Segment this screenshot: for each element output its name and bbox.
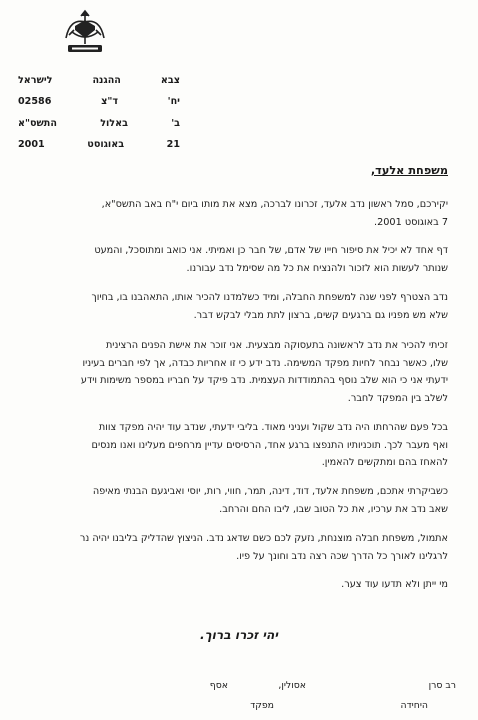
header-right-0: צבא xyxy=(160,75,180,86)
header-mid-2: באלול xyxy=(100,117,128,129)
paragraph xyxy=(18,337,448,407)
paragraph-line: זכיתי להכיר את נדב לראשונה בתעסוקה מבצעית. אני זוכר את אישת הפנים הרצינית xyxy=(105,340,448,351)
paragraph-line: שלא מש מפניו גם ברגעים קשים, ברצון לתת מבלי לבקש דבר. xyxy=(193,309,448,321)
paragraph-line: כשביקרתי אתכם, משפחת אלעד, דוד, דינה, תמר, חווי, רות, יוסי ואביגעם הבנתי מאיפה xyxy=(92,486,448,497)
letter-reference-header xyxy=(18,70,180,155)
header-left-1: 02586 xyxy=(18,96,52,108)
header-right-2: ב' xyxy=(171,117,180,129)
header-right-3: 21 xyxy=(166,138,180,150)
paragraph-line: ואף מעבר לכך. תוכניותיו התנפצו ברגע אחד, הרסיסים עדיין מרחפים מעלינו ואנו מנסים xyxy=(91,439,448,451)
header-left-0: לישראל xyxy=(18,75,53,86)
paragraph xyxy=(18,530,448,565)
paragraph-line: יקירכם, סמל ראשון נדב אלעד, זכרונו לברכה, מצא את מותו ביום י"ח באב התשס"א, xyxy=(101,199,448,210)
paragraph xyxy=(18,196,448,231)
header-left-3: 2001 xyxy=(18,138,45,150)
paragraph-line: שלו, כאשר נבחר לחיות מפקד המשימה. נדב ידע כי זו אחריות כבדה, אך לפי חברים בעיניו xyxy=(82,357,448,369)
paragraph-line: לשלב בין המפקד לחבר. xyxy=(347,392,448,404)
header-right-1: יח' xyxy=(167,96,180,108)
salutation: משפחת אלעד, xyxy=(370,164,448,177)
paragraph-line: נדב הצטרף לפני שנה למשפחת החבלה, ומיד כשלמדנו להכיר אותו, התאהבנו בו, בחיוך xyxy=(91,292,448,303)
header-mid-0: ההגנה xyxy=(92,75,121,86)
paragraph xyxy=(18,289,448,324)
paragraph-line: ידעתי אני כי הוא שלב נוסף בהתמודדות העצמית. נדב פיקד על חבריו במספר משימות וידע xyxy=(80,375,448,386)
header-mid-1: ד"צ xyxy=(101,96,118,108)
paragraph xyxy=(18,483,448,518)
paragraph xyxy=(18,576,448,594)
signature-name-last: אסולין, xyxy=(278,680,306,691)
paragraph-line: בכל פעם שהרחתו היה נדב שקול ועניני מאוד. בליבי ידעתי, שנדב עוד יהיה מפקד צוות xyxy=(98,422,448,433)
paragraph-line: מי ייתן ולא תדעו עוד צער. xyxy=(341,579,448,590)
paragraph-line: שאב נדב את ערכיו, את כל הטוב שבו, ליבו החם והרחב. xyxy=(219,503,448,515)
paragraph-line: אתמול, משפחת חבלה מוצנחת, נזעק לכם כשם שדאג נדב. הניצוץ שהדליק בליבנו יהיה נר xyxy=(79,533,448,544)
signature-name-first: אסף xyxy=(209,680,228,691)
signature-role-commander: מפקד xyxy=(250,700,274,711)
header-mid-3: באוגוסט xyxy=(87,138,125,150)
signature-rank: רב סרן xyxy=(428,680,456,691)
header-left-2: התשס"א xyxy=(18,117,57,129)
signature-role-unit: היחידה xyxy=(400,700,428,711)
idf-emblem-icon xyxy=(60,8,110,56)
closing-blessing: יהי זכרו ברוך. xyxy=(200,628,278,642)
paragraph-line: להאחז בהם ומתקשים להאמין. xyxy=(321,457,448,468)
paragraph-line: 7 באוגוסט 2001. xyxy=(374,216,448,228)
paragraph-line: לרגלינו לאורך כל הדרך שכה רצה נדב וחונך על פיו. xyxy=(236,550,448,562)
paragraph-line: שנותר לעשות הוא לזכור ולהנציח את כל מה שסימל נדב עבורנו. xyxy=(186,262,448,274)
paragraph xyxy=(18,242,448,277)
paragraph xyxy=(18,419,448,472)
paragraph-line: דף אחד לא יכיל את סיפור חייו של אדם, של חבר כן ואמיתי. אני כואב ומתוסכל, והמעט xyxy=(94,245,448,256)
